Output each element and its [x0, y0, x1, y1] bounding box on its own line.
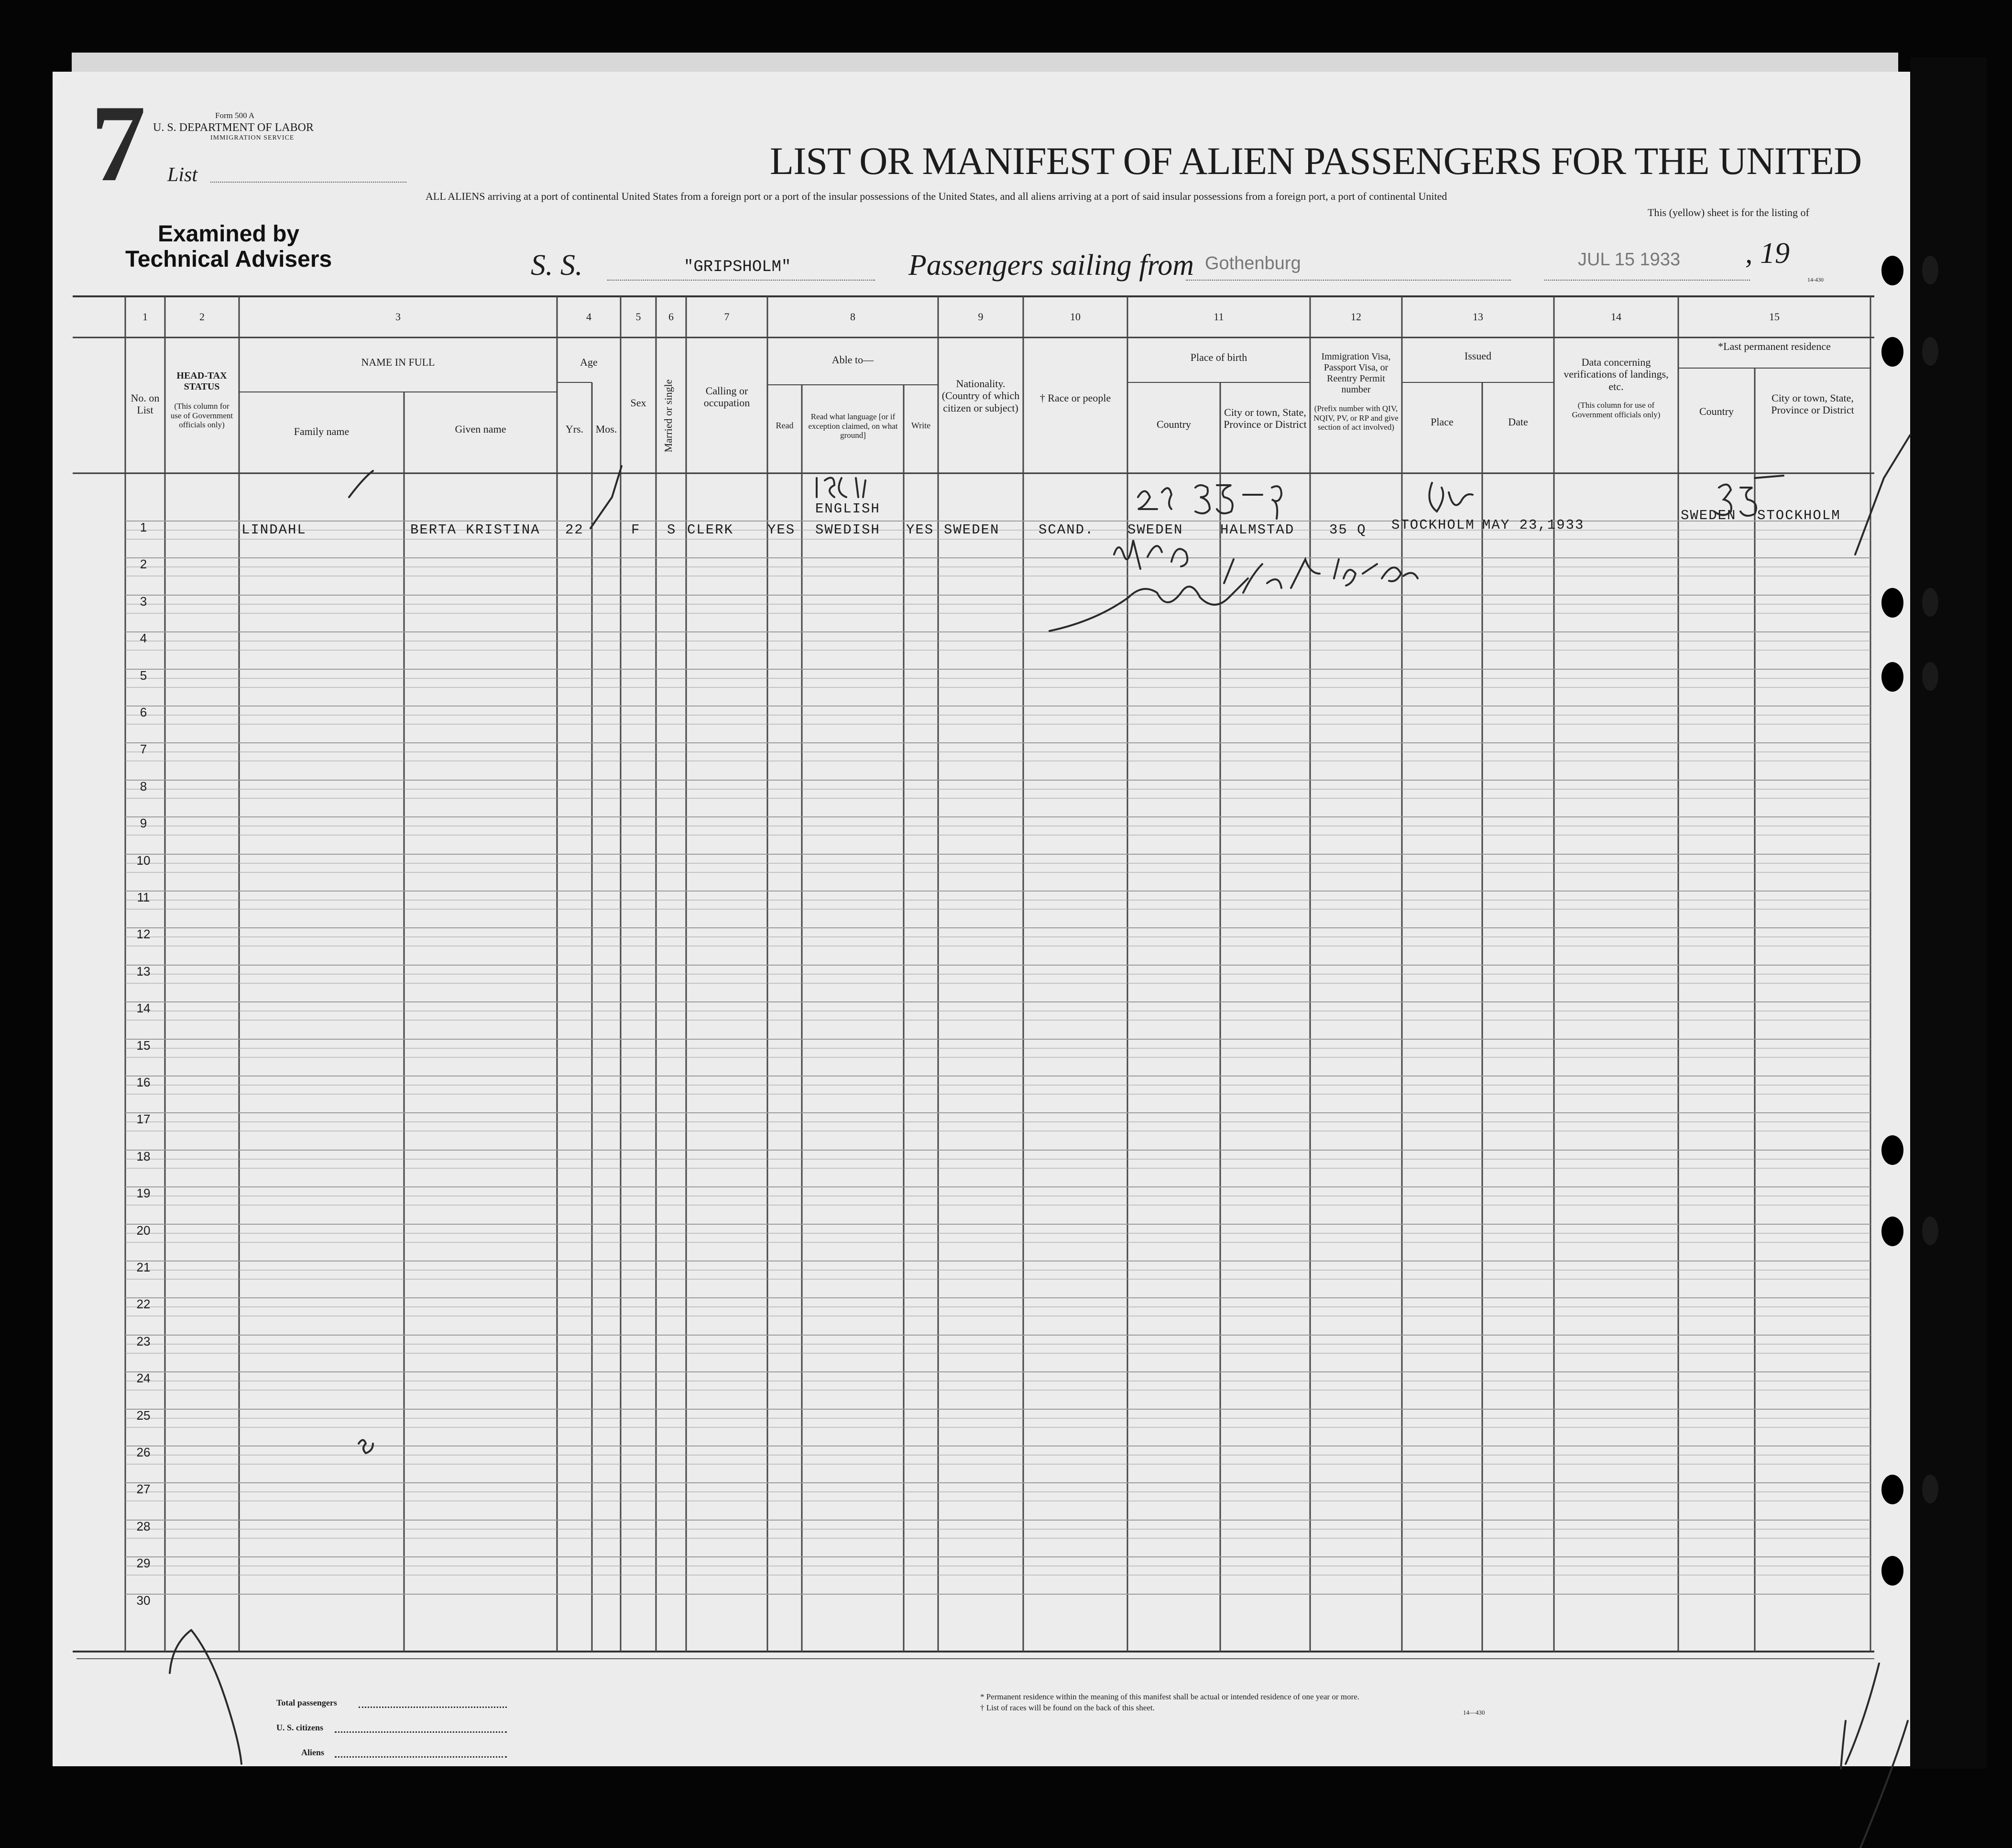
- header-able-to: Able to—: [831, 354, 874, 366]
- res-country-value: SWEDEN: [1681, 508, 1737, 523]
- race-value: SCAND.: [1039, 522, 1094, 538]
- row-number: 9: [140, 816, 147, 830]
- manifest-title: LIST OR MANIFEST OF ALIEN PASSENGERS FOR THE UNITED: [770, 139, 1862, 183]
- us-citizens-line: [335, 1731, 507, 1733]
- us-citizens-label: U. S. citizens: [276, 1723, 323, 1732]
- row-number: 18: [136, 1149, 151, 1163]
- corner-code: 14-430: [1807, 276, 1824, 283]
- form-number: Form 500 A: [215, 111, 255, 120]
- header-age: Age: [580, 356, 598, 368]
- row-number: 27: [136, 1482, 151, 1496]
- list-label: List: [167, 164, 198, 186]
- col-number: 8: [850, 311, 855, 323]
- col-number: 5: [635, 311, 641, 323]
- row-number: 16: [136, 1075, 151, 1089]
- footnote-residence: * Permanent residence within the meaning of this manifest shall be actual or intended residence of one year or more.: [980, 1692, 1360, 1701]
- col-number: 1: [142, 311, 148, 323]
- age-value: 22: [565, 522, 584, 538]
- row-number: 8: [140, 779, 147, 794]
- subtitle-line2: This (yellow) sheet is for the listing of: [1648, 207, 1809, 218]
- row-number: 30: [136, 1593, 151, 1608]
- col-number: 14: [1611, 311, 1621, 323]
- header-mos: Mos.: [595, 423, 617, 435]
- row-number: 29: [136, 1556, 151, 1570]
- header-data-concerning: Data concerning verifications of landings, etc.: [1564, 356, 1669, 392]
- col-number: 11: [1214, 311, 1224, 323]
- aliens-label: Aliens: [301, 1748, 325, 1757]
- header-write: Write: [911, 421, 931, 430]
- col-number: 4: [586, 311, 591, 323]
- header-birth-city: City or town, State, Province or District: [1224, 406, 1307, 431]
- port-stamp: Gothenburg: [1205, 253, 1301, 273]
- total-passengers-line: [359, 1707, 507, 1708]
- birth-country-value: SWEDEN: [1127, 522, 1183, 538]
- col-number: 6: [668, 311, 674, 323]
- footnote-races: † List of races will be found on the back of this sheet.: [980, 1703, 1155, 1712]
- header-read-language: Read what language [or if exception claimed, on what ground]: [808, 412, 898, 440]
- row-number: 24: [136, 1371, 151, 1385]
- row-number: 3: [140, 594, 147, 609]
- header-res-city: City or town, State, Province or District: [1771, 392, 1854, 416]
- row-number: 21: [136, 1260, 151, 1274]
- header-given-name: Given name: [455, 423, 506, 435]
- col-number: 2: [199, 311, 205, 323]
- header-visa-note: (Prefix number with QIV, NQIV, PV, or RP and give section of act involved): [1313, 404, 1399, 432]
- header-married: Married or single: [662, 379, 674, 453]
- header-visa: Immigration Visa, Passport Visa, or Reentry Permit number: [1321, 351, 1391, 395]
- row-number: 1: [140, 520, 147, 534]
- header-no-on-list: No. on List: [131, 392, 160, 416]
- write-value: YES: [906, 522, 934, 538]
- header-family-name: Family name: [294, 425, 350, 437]
- col-number: 9: [978, 311, 984, 323]
- header-birth-country: Country: [1156, 418, 1192, 430]
- sailing-label: Passengers sailing from: [908, 249, 1194, 282]
- language-value-1: ENGLISH: [815, 501, 880, 517]
- row-number: 6: [140, 705, 147, 719]
- year-label: , 19: [1745, 237, 1790, 270]
- header-nationality: Nationality. (Country of which citizen or subject): [941, 378, 1020, 414]
- row-number: 12: [136, 927, 151, 941]
- aliens-line: [335, 1756, 507, 1758]
- row-number: 20: [136, 1223, 151, 1238]
- row-number: 11: [137, 890, 150, 904]
- header-yrs: Yrs.: [565, 423, 584, 435]
- header-race: † Race or people: [1039, 392, 1111, 404]
- given-name-value: BERTA KRISTINA: [410, 522, 540, 538]
- issued-place-value: STOCKHOLM: [1391, 517, 1475, 533]
- col-number: 12: [1351, 311, 1361, 323]
- row-number: 14: [136, 1001, 151, 1015]
- header-head-tax: HEAD-TAX STATUS: [176, 370, 227, 392]
- marital-value: S: [667, 522, 677, 538]
- row-number: 22: [136, 1297, 151, 1311]
- header-head-tax-note: (This column for use of Government officials only): [170, 402, 233, 430]
- subtitle-line1: ALL ALIENS arriving at a port of continental United States from a foreign port or a port of the insular possessions of the United States, and all aliens arriving at a port of said insular possessions from a foreign port, a port of continental United: [426, 190, 1447, 202]
- ss-label: S. S.: [531, 249, 583, 282]
- date-stamp: JUL 15 1933: [1578, 250, 1681, 270]
- col-number: 15: [1769, 311, 1780, 323]
- col-number: 10: [1070, 311, 1081, 323]
- service: IMMIGRATION SERVICE: [210, 134, 295, 141]
- header-place-of-birth: Place of birth: [1190, 351, 1247, 363]
- row-number: 15: [136, 1038, 151, 1053]
- ship-name: "GRIPSHOLM": [684, 258, 791, 276]
- row-number: 26: [136, 1445, 151, 1459]
- visa-value: 35 Q: [1329, 522, 1367, 538]
- row-number: 4: [140, 631, 147, 645]
- footer-code: 14—430: [1463, 1709, 1485, 1716]
- header-issued-place: Place: [1431, 416, 1454, 428]
- header-calling: Calling or occupation: [703, 385, 750, 409]
- header-issued-date: Date: [1508, 416, 1528, 428]
- row-number: 10: [136, 853, 151, 868]
- res-city-value: STOCKHOLM: [1757, 508, 1841, 523]
- row-number: 17: [136, 1112, 151, 1126]
- birth-city-value: HALMSTAD: [1220, 522, 1295, 538]
- col-number: 7: [724, 311, 730, 323]
- nationality-value: SWEDEN: [944, 522, 1000, 538]
- row-number: 19: [136, 1186, 151, 1200]
- occupation-value: CLERK: [687, 522, 734, 538]
- row-number: 25: [136, 1408, 151, 1423]
- header-read: Read: [776, 421, 794, 430]
- page-number: 7: [91, 82, 146, 204]
- header-issued: Issued: [1464, 350, 1492, 362]
- row-number: 5: [140, 668, 147, 683]
- header-name-in-full: NAME IN FULL: [361, 356, 435, 368]
- row-number: 28: [136, 1519, 151, 1533]
- row-number: 2: [140, 557, 147, 571]
- col-number: 3: [395, 311, 401, 323]
- read-value: YES: [767, 522, 796, 538]
- row-number: 13: [136, 964, 151, 978]
- family-name-value: LINDAHL: [241, 522, 306, 538]
- row-number: 7: [140, 742, 147, 756]
- issued-date-value: MAY 23,1933: [1482, 517, 1585, 533]
- header-last-residence: *Last permanent residence: [1718, 340, 1831, 352]
- total-passengers-label: Total passengers: [276, 1698, 337, 1707]
- department: U. S. DEPARTMENT OF LABOR: [153, 121, 314, 134]
- examined-stamp: Examined by: [158, 221, 300, 247]
- language-value-2: SWEDISH: [815, 522, 880, 538]
- row-number: 23: [136, 1334, 151, 1348]
- header-data-note: (This column for use of Government officials only): [1572, 401, 1661, 419]
- col-number: 13: [1473, 311, 1483, 323]
- header-res-country: Country: [1699, 405, 1734, 417]
- header-sex: Sex: [630, 397, 646, 409]
- technical-advisers-stamp: Technical Advisers: [125, 247, 332, 272]
- sex-value: F: [631, 522, 641, 538]
